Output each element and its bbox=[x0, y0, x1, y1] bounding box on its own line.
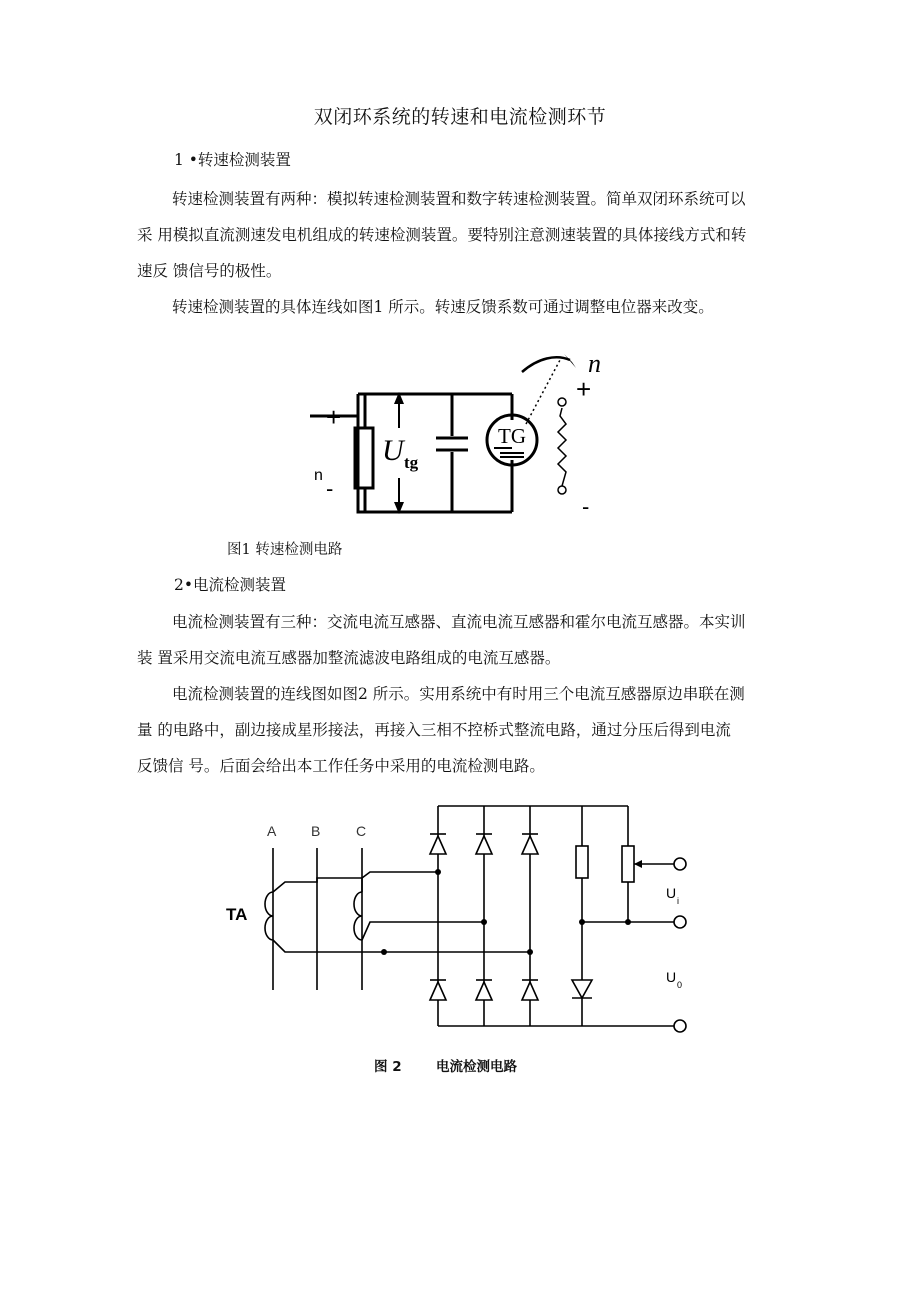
section1-para2: 转速检测装置的具体连线如图1 所示。转速反馈系数可通过调整电位器来改变。 bbox=[172, 298, 714, 316]
minus-left-label: - bbox=[326, 476, 334, 501]
n-label: n bbox=[588, 349, 601, 378]
ui-label: U bbox=[666, 885, 677, 901]
u-label: U bbox=[382, 434, 404, 467]
section2-para1-line2: 装 置采用交流电流互感器加整流滤波电路组成的电流互感器。 bbox=[137, 649, 561, 667]
section2-para1-line1: 电流检测装置有三种：交流电流互感器、直流电流互感器和霍尔电流互感器。本实训 bbox=[172, 613, 746, 631]
section1-para1-line1: 转速检测装置有两种：模拟转速检测装置和数字转速检测装置。简单双闭环系统可以 bbox=[172, 190, 746, 208]
figure2-caption-text: 电流检测电路 bbox=[436, 1059, 517, 1075]
ta-label: TA bbox=[226, 905, 248, 924]
section2-para2-line3: 反馈信 号。后面会给出本工作任务中采用的电流检测电路。 bbox=[137, 757, 545, 775]
section2-para2-line2: 量 的电路中，副边接成星形接法，再接入三相不控桥式整流电路，通过分压后得到电流 bbox=[137, 721, 731, 739]
section1-para1-line2: 采 用模拟直流测速发电机组成的转速检测装置。要特别注意测速装置的具体接线方式和转 bbox=[137, 226, 747, 244]
phase-a-label: A bbox=[267, 823, 277, 839]
figure1-caption: 图1 转速检测电路 bbox=[227, 542, 343, 558]
document-title: 双闭环系统的转速和电流检测环节 bbox=[313, 106, 607, 128]
phase-b-label: B bbox=[311, 823, 321, 839]
plus-left-label: + bbox=[326, 402, 342, 432]
minus-right-label: - bbox=[582, 494, 590, 519]
uo-label: U bbox=[666, 969, 677, 985]
ui-sub-label: i bbox=[677, 896, 679, 906]
phase-c-label: C bbox=[356, 823, 367, 839]
section1-para1-line3: 速反 馈信号的极性。 bbox=[137, 262, 282, 280]
cut-char-label: n bbox=[314, 467, 323, 484]
plus-right-label: + bbox=[576, 374, 592, 404]
section1-heading: 1 •转速检测装置 bbox=[174, 151, 291, 169]
tg-label: TG bbox=[498, 424, 526, 448]
figure2-current-detection-circuit bbox=[220, 800, 700, 1040]
section2-para2-line1: 电流检测装置的连线图如图2 所示。实用系统中有时用三个电流互感器原边串联在测 bbox=[172, 685, 745, 703]
u-sub-label: tg bbox=[404, 453, 419, 472]
figure1-speed-detection-circuit bbox=[310, 340, 630, 525]
section2-heading: 2•电流检测装置 bbox=[174, 576, 287, 594]
uo-sub-label: 0 bbox=[677, 980, 683, 990]
figure2-caption-number: 图 2 bbox=[374, 1059, 402, 1075]
